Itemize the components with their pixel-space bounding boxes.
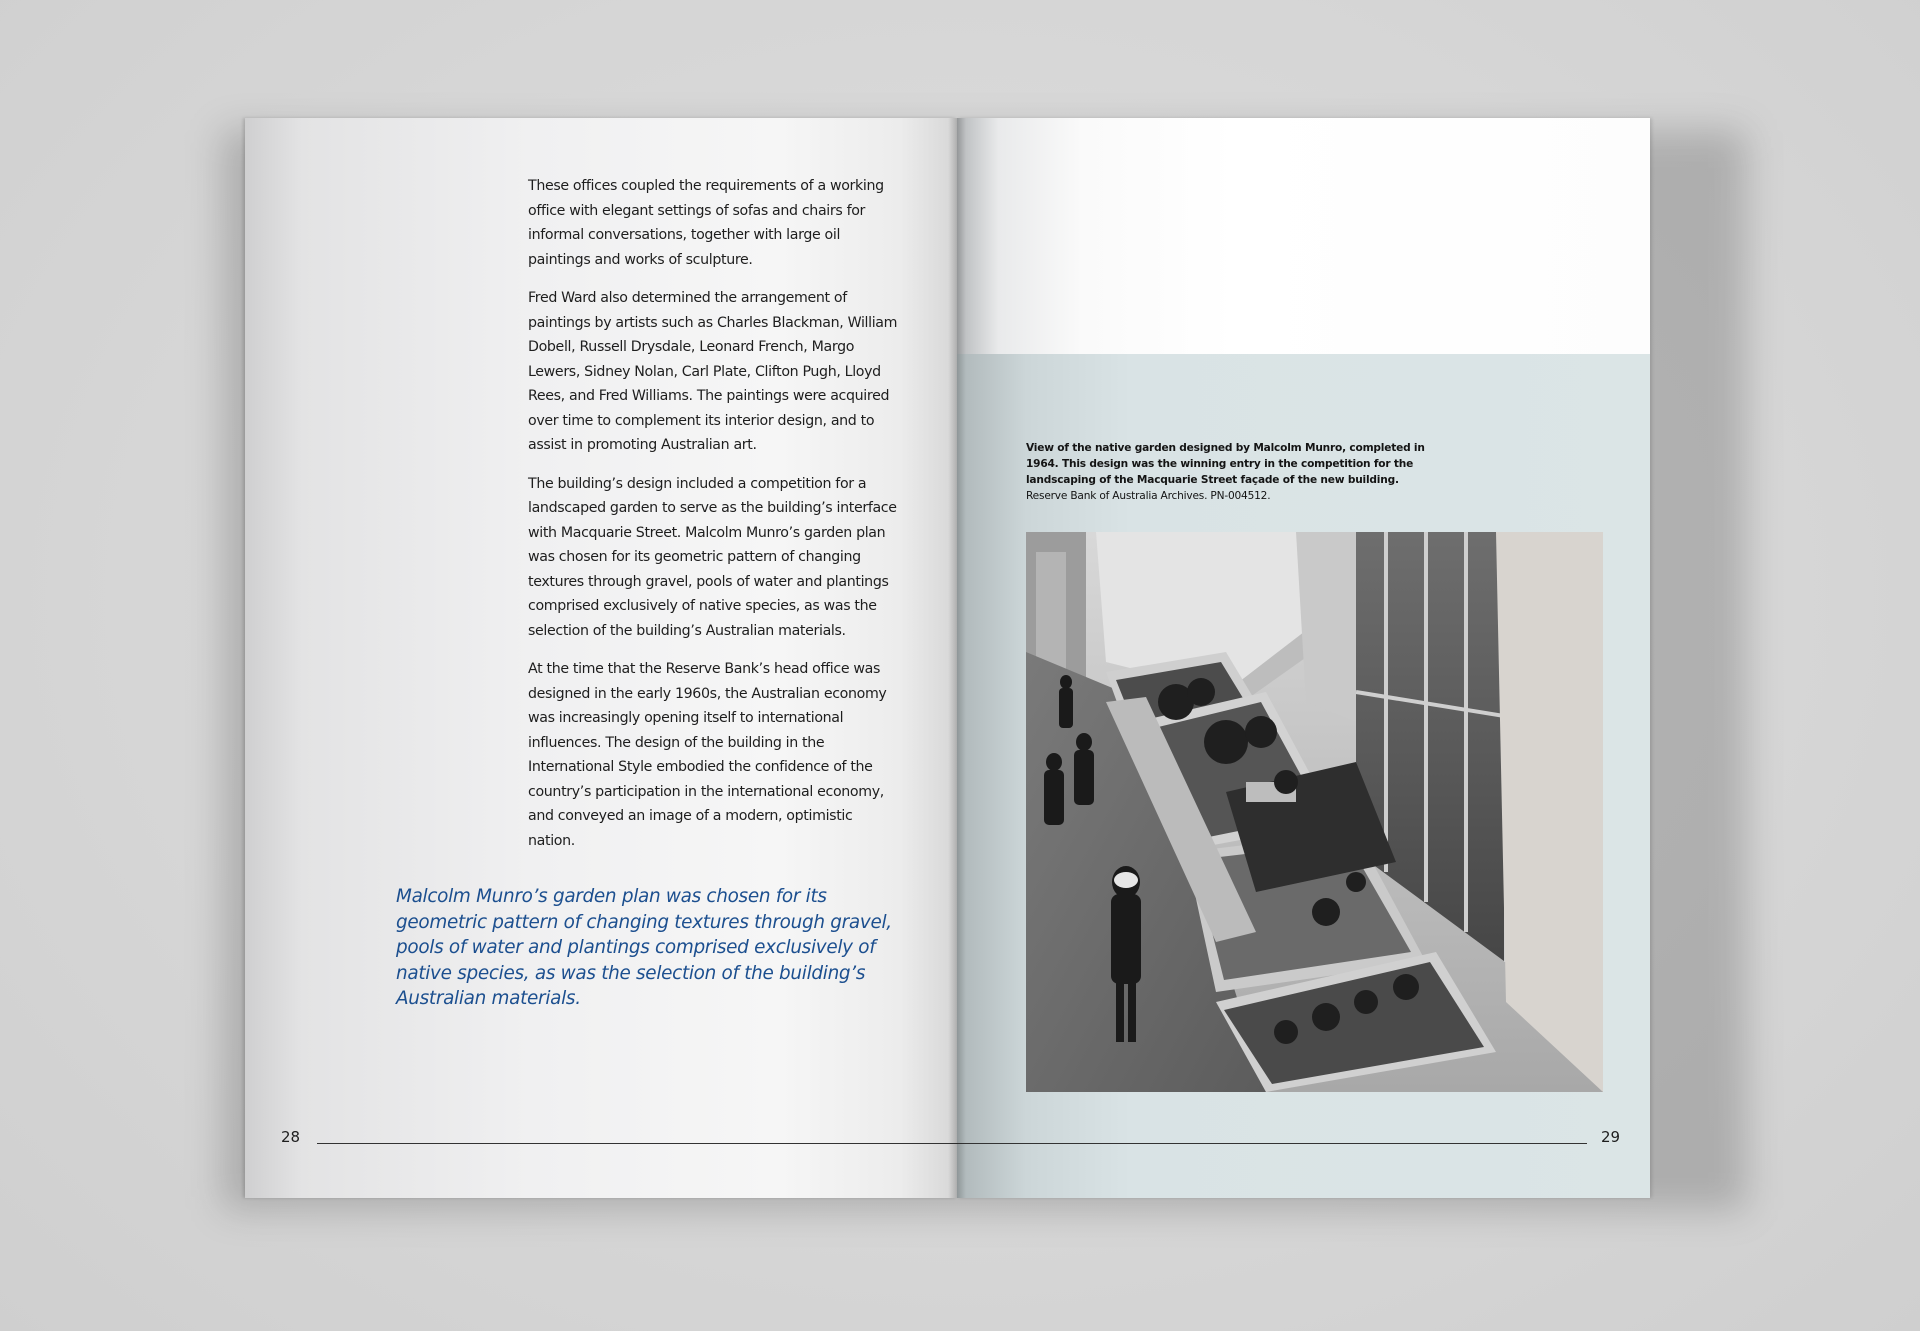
- footer-rule-left: [317, 1143, 957, 1144]
- photo-caption: [1026, 440, 1426, 504]
- paragraph: At the time that the Reserve Bank’s head office was designed in the early 1960s, the Australian economy was increasingly opening itself to international influences. The design of the building in the International Style embodied the confidence of the country’s participation in the international economy, and conveyed an image of a modern, optimistic nation.: [528, 661, 887, 849]
- caption-credit: Reserve Bank of Australia Archives. PN-004512.: [1026, 490, 1271, 502]
- paragraph: The building’s design included a competition for a landscaped garden to serve as the building’s interface with Macquarie Street. Malcolm Munro’s garden plan was chosen for its geometric pattern of changing textures through gravel, pools of water and plantings comprised exclusively of native species, as was the selection of the building’s Australian materials.: [528, 475, 897, 639]
- paragraph: Fred Ward also determined the arrangement of paintings by artists such as Charles Blackman, William Dobell, Russell Drysdale, Leonard French, Margo Lewers, Sidney Nolan, Carl Plate, Clifton Pugh, Lloyd Rees, and Fred Williams. The paintings were acquired over time to complement its interior design, and to assist in promoting Australian art.: [528, 290, 898, 453]
- body-text: [528, 174, 898, 867]
- page-number-left: 28: [281, 1128, 301, 1146]
- garden-photo-illustration: [1026, 532, 1603, 1092]
- page-number-right: 29: [1601, 1128, 1621, 1146]
- garden-photo: [1026, 532, 1603, 1092]
- book-spine: [948, 118, 966, 1198]
- footer-rule-right: [957, 1143, 1587, 1144]
- right-page: [957, 118, 1650, 1198]
- pull-quote: Malcolm Munro’s garden plan was chosen for its geometric pattern of changing textures through gravel, pools of water and plantings comprised exclusively of native species, as was the selection of the building’s Australian materials.: [396, 886, 892, 1009]
- caption-title: View of the native garden designed by Malcolm Munro, completed in 1964. This design was the winning entry in the competition for the landscaping of the Macquarie Street façade of the new building.: [1026, 442, 1425, 486]
- paragraph: These offices coupled the requirements of a working office with elegant settings of sofas and chairs for informal conversations, together with large oil paintings and works of sculpture.: [528, 178, 884, 268]
- left-page: [245, 118, 957, 1198]
